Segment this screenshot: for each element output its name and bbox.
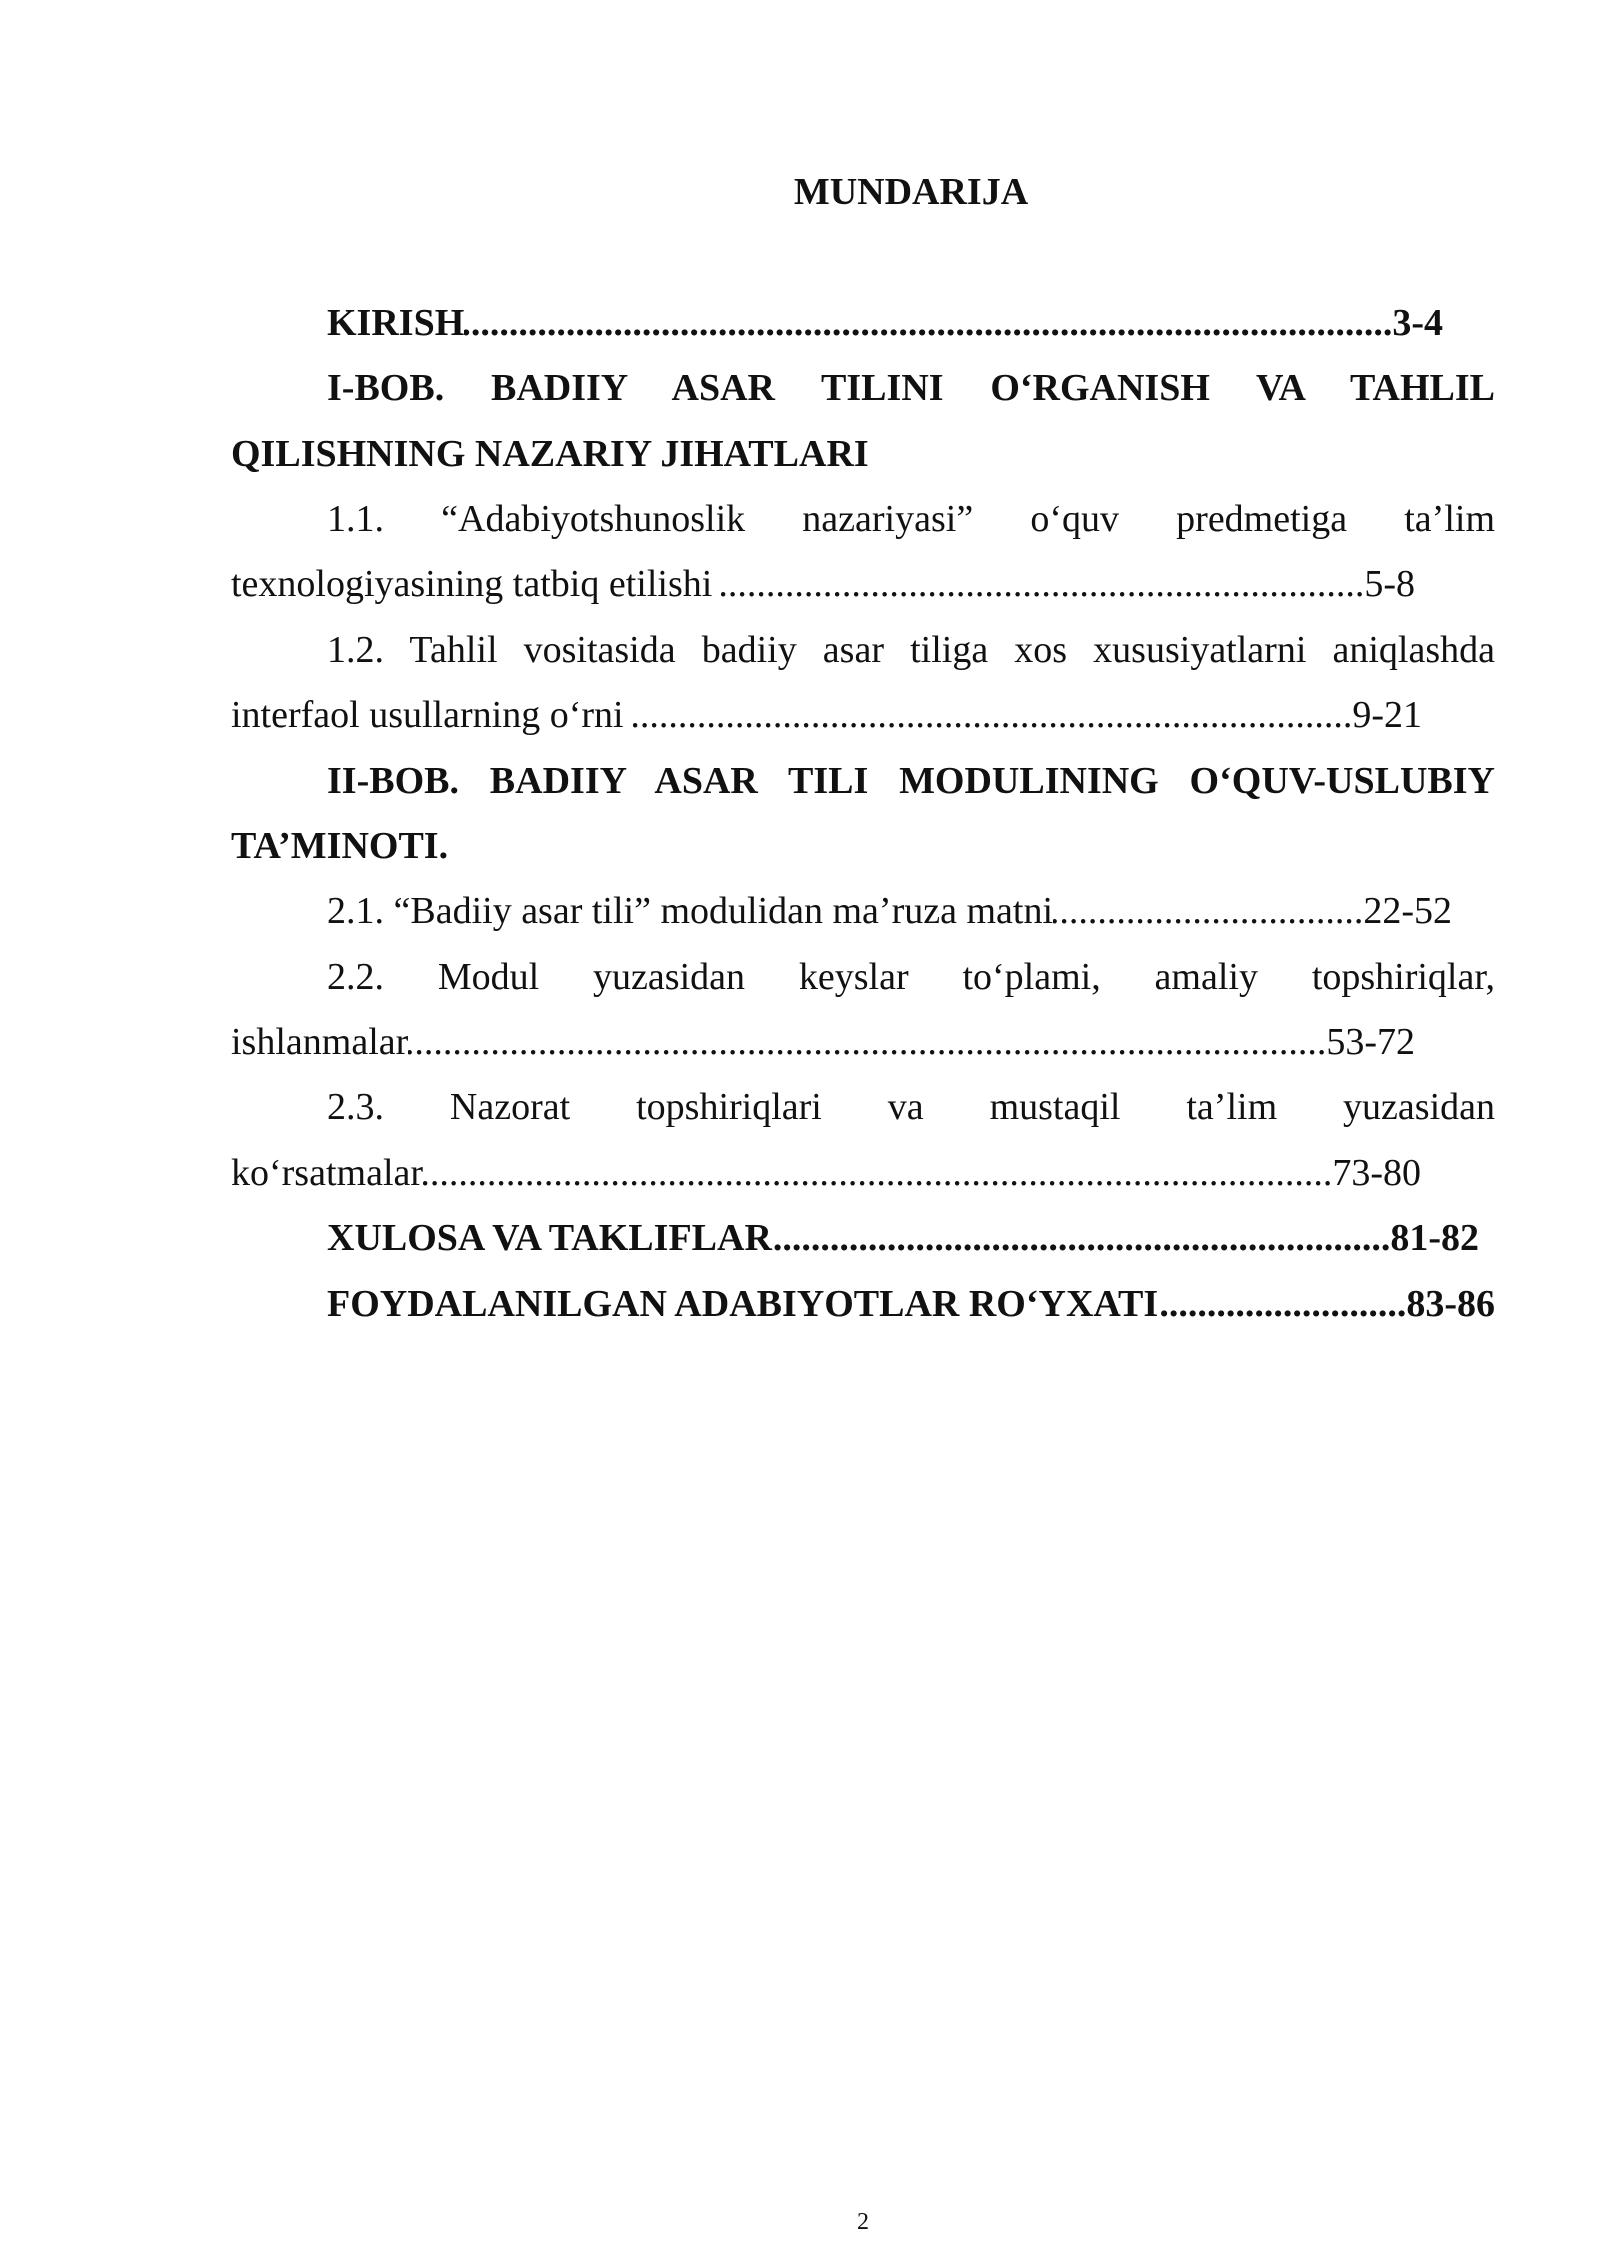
toc-dot-leader bbox=[464, 291, 1392, 356]
document-title: MUNDARIJA bbox=[793, 171, 1029, 213]
toc-entry-label: FOYDALANILGAN ADABIYOTLAR RO‘YXATI bbox=[327, 1282, 1159, 1325]
toc-page-range: 53-72 bbox=[1326, 1021, 1415, 1064]
toc-entry-section-2-3 bbox=[231, 1141, 1421, 1206]
toc-dot-leader bbox=[721, 552, 1364, 617]
toc-entry-label: ishlanmalar bbox=[231, 1021, 409, 1064]
toc-page-range: 9-21 bbox=[1352, 694, 1422, 737]
toc-page-range: 83-86 bbox=[1406, 1282, 1495, 1325]
toc-entry-section-2-1 bbox=[231, 879, 1452, 944]
toc-section-1-2-title: 1.2. Tahlil vositasida badiiy asar tiliga xos xususiyatlarni aniqlashda bbox=[327, 628, 1495, 671]
toc-entry-label: 2.1. “Badiiy asar tili” modulidan ma’ruza matni bbox=[327, 890, 1054, 933]
toc-entry-section-2-2 bbox=[231, 1010, 1415, 1075]
toc-dot-leader bbox=[423, 1141, 1332, 1206]
toc-dot-leader bbox=[408, 1010, 1326, 1075]
toc-entry-label: interfaol usullarning o‘rni bbox=[231, 694, 624, 737]
toc-page-range: 5-8 bbox=[1364, 563, 1415, 606]
toc-page-range: 3-4 bbox=[1392, 301, 1443, 344]
toc-entry-label: KIRISH bbox=[327, 301, 465, 344]
toc-entry-kirish bbox=[231, 291, 1443, 356]
toc-entry-conclusion bbox=[231, 1206, 1479, 1271]
table-of-contents bbox=[231, 160, 1495, 1337]
toc-dot-leader bbox=[772, 1206, 1390, 1271]
toc-section-1-1-title: 1.1. “Adabiyotshunoslik nazariyasi” o‘quv predmetiga ta’lim bbox=[327, 497, 1495, 540]
toc-chapter-1-heading: I-BOB. BADIIY ASAR TILINI O‘RGANISH VA TAHLIL bbox=[327, 367, 1495, 410]
toc-entry-label: XULOSA VA TAKLIFLAR bbox=[327, 1217, 772, 1260]
title-spacer bbox=[231, 225, 1495, 290]
toc-chapter-1-heading-continued: QILISHNING NAZARIY JIHATLARI bbox=[231, 432, 869, 475]
toc-section-2-2-title: 2.2. Modul yuzasidan keyslar to‘plami, amaliy topshiriqlar, bbox=[327, 955, 1495, 998]
toc-dot-leader bbox=[1158, 1272, 1406, 1337]
toc-page-range: 81-82 bbox=[1390, 1217, 1479, 1260]
toc-entry-section-1-2 bbox=[231, 683, 1422, 748]
toc-entry-label: ko‘rsatmalar bbox=[231, 1151, 424, 1194]
toc-chapter-2-heading-continued: TA’MINOTI. bbox=[231, 824, 449, 867]
toc-section-2-3-title: 2.3. Nazorat topshiriqlari va mustaqil ta’lim yuzasidan bbox=[327, 1086, 1495, 1129]
toc-entry-section-1-1 bbox=[231, 552, 1415, 617]
toc-page-range: 22-52 bbox=[1363, 890, 1452, 933]
toc-entry-bibliography bbox=[231, 1272, 1495, 1337]
toc-dot-leader bbox=[1053, 879, 1363, 944]
toc-chapter-2-heading: II-BOB. BADIIY ASAR TILI MODULINING O‘QUV-USLUBIY bbox=[327, 759, 1495, 802]
toc-entry-label: texnologiyasining tatbiq etilishi bbox=[231, 563, 713, 606]
page-number: 2 bbox=[857, 2209, 869, 2235]
toc-page-range: 73-80 bbox=[1332, 1151, 1421, 1194]
toc-dot-leader bbox=[633, 683, 1353, 748]
